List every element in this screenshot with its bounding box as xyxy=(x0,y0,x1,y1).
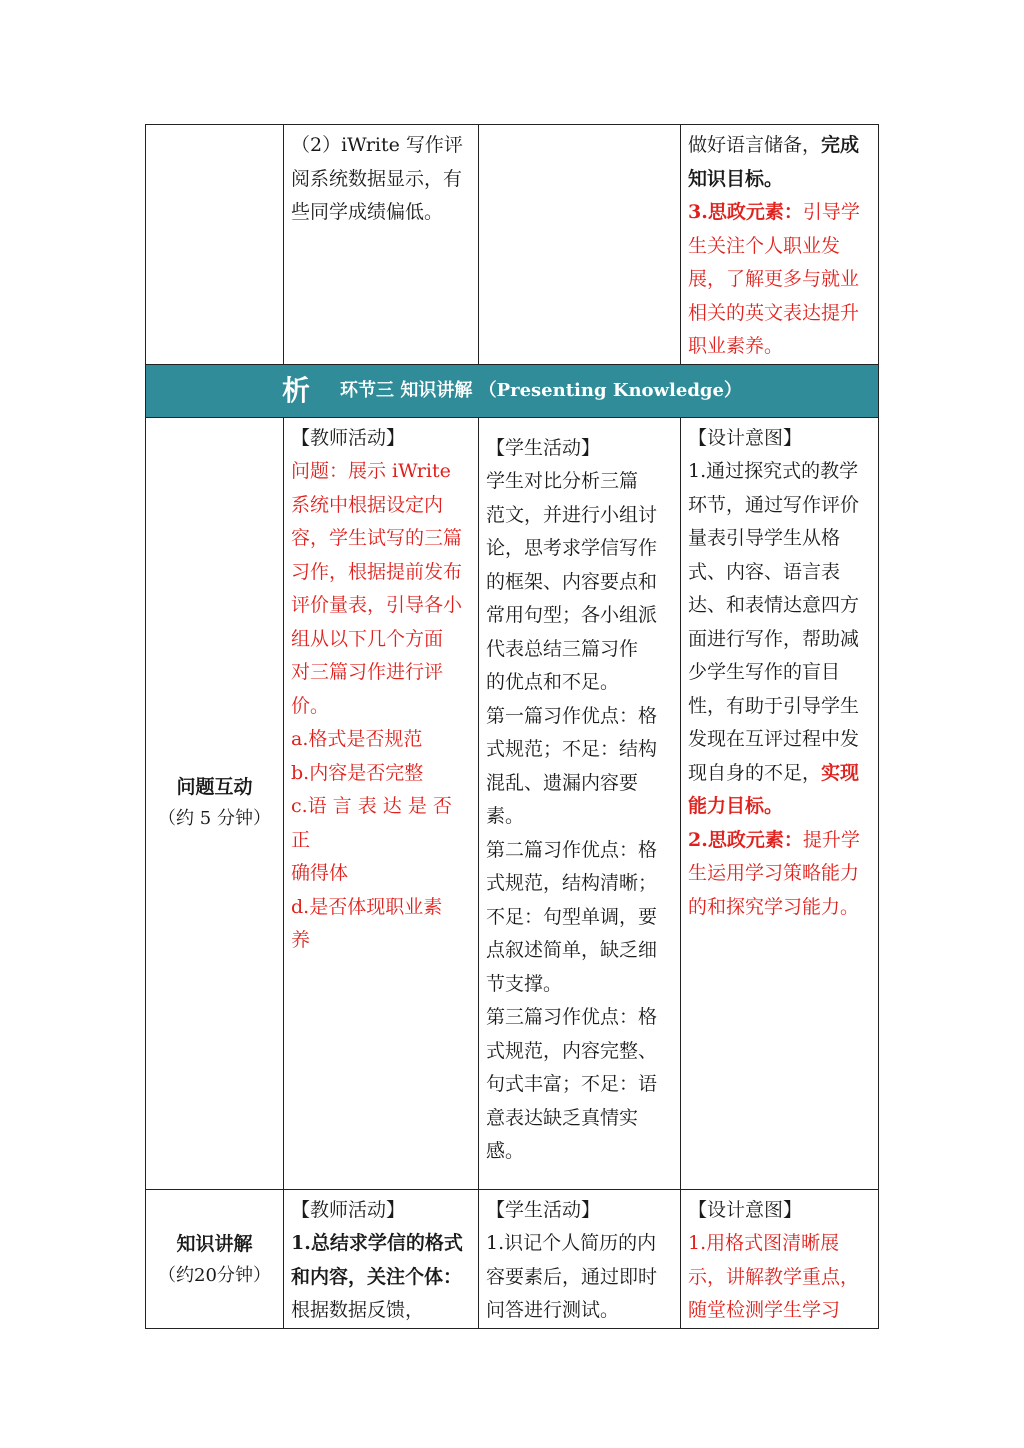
design-intent-cell xyxy=(681,417,879,1189)
student-line: 句式丰富；不足：语 xyxy=(486,1073,658,1095)
teacher-line: a.格式是否规范 xyxy=(291,728,423,750)
student-header: 【学生活动】 xyxy=(486,1198,601,1221)
teacher-line: b.内容是否完整 xyxy=(291,761,424,784)
knowledge-goal: 完成知识目标。 xyxy=(688,134,860,190)
student-line: 式规范，内容完整、 xyxy=(486,1039,658,1062)
ideology-label-2: 2.思政元素： xyxy=(688,828,803,851)
table-row-knowledge xyxy=(146,1189,879,1328)
student-line: 节支撑。 xyxy=(486,972,563,995)
student-line: 意表达缺乏真情实 xyxy=(486,1106,639,1129)
teacher-activity-cell xyxy=(284,1189,479,1328)
student-line: 第三篇习作优点：格 xyxy=(486,1006,658,1028)
stage-label-cell xyxy=(146,1189,284,1328)
student-line: 学生对比分析三篇 xyxy=(486,470,639,492)
design-text-a: 做好语言储备， xyxy=(688,134,822,156)
student-line: 感。 xyxy=(486,1140,525,1162)
teacher-line: c.语 言 表 达 是 否 正 xyxy=(291,795,452,851)
ideology-text-2: 提升学生运用学习策略能力的和探究学习能力。 xyxy=(688,828,860,918)
teacher-line: 问题：展示 iWrite xyxy=(291,460,451,482)
student-line: 代表总结三篇习作 xyxy=(486,637,639,660)
teacher-cell-continued xyxy=(284,125,479,365)
teacher-line: 系统中根据设定内 xyxy=(291,493,444,516)
empty-label-cell xyxy=(146,125,284,365)
empty-student-cell xyxy=(479,125,681,365)
student-header: 【学生活动】 xyxy=(486,436,601,459)
student-line: 的优点和不足。 xyxy=(486,671,620,693)
teacher-activity-cell xyxy=(284,417,479,1189)
teacher-line: 组从以下几个方面 xyxy=(291,627,444,650)
teacher-line: 对三篇习作进行评 xyxy=(291,661,444,683)
design-header: 【设计意图】 xyxy=(688,1198,803,1221)
student-line: 式规范，结构清晰； xyxy=(486,872,658,894)
design-text: 1.用格式图清晰展示，讲解教学重点，随堂检测学生学习 xyxy=(688,1232,860,1321)
teacher-line: 养 xyxy=(291,929,311,951)
ideology-label: 3.思政元素： xyxy=(688,201,803,223)
teacher-note: （2）iWrite 写作评阅系统数据显示，有些同学成绩偏低。 xyxy=(291,134,463,223)
student-line: 论，思考求学信写作 xyxy=(486,537,658,559)
student-line: 混乱、遗漏内容要 xyxy=(486,771,639,794)
student-line: 的框架、内容要点和 xyxy=(486,570,658,593)
design-header: 【设计意图】 xyxy=(688,426,803,449)
teacher-line: d.是否体现职业素 xyxy=(291,895,443,918)
student-line: 范文，并进行小组讨 xyxy=(486,503,658,526)
table-row-continuation xyxy=(146,125,879,365)
student-line: 第二篇习作优点：格 xyxy=(486,838,658,861)
ability-goal: 实现能力目标。 xyxy=(688,761,860,817)
student-line: 素。 xyxy=(486,805,525,827)
stage-time: （约 5 分钟） xyxy=(158,808,271,829)
teacher-header: 【教师活动】 xyxy=(291,1198,406,1221)
design-cell-continued xyxy=(681,125,879,365)
stage-time: （约20分钟） xyxy=(158,1264,271,1286)
stage-label: 问题互动 xyxy=(176,776,253,798)
student-text: 1.识记个人简历的内容要素后，通过即时问答进行测试。 xyxy=(486,1232,658,1321)
design-text: 1.通过探究式的教学环节，通过写作评价量表引导学生从格式、内容、语言表达、和表情达意四方面进行写作，帮助减少学生写作的盲目性，有助于引导学生发现在互评过程中发现自身的不足， xyxy=(688,460,860,784)
teacher-line: 价。 xyxy=(291,694,330,717)
teacher-text: 根据数据反馈， xyxy=(291,1299,425,1321)
table-row-interaction xyxy=(146,417,879,1189)
teacher-line: 容，学生试写的三篇 xyxy=(291,527,463,549)
teacher-line: 评价量表，引导各小 xyxy=(291,594,463,616)
student-line: 常用句型；各小组派 xyxy=(486,604,658,626)
student-line: 不足：句型单调，要 xyxy=(486,905,658,928)
lesson-plan-table xyxy=(145,124,879,1329)
ideology-text: 引导学生关注个人职业发展，了解更多与就业相关的英文表达提升职业素养。 xyxy=(688,201,860,357)
teacher-bold-text: 1.总结求学信的格式和内容，关注个体： xyxy=(291,1232,463,1288)
teacher-header: 【教师活动】 xyxy=(291,426,406,449)
student-line: 点叙述简单，缺乏细 xyxy=(486,939,658,961)
stage-label: 知识讲解 xyxy=(176,1232,253,1255)
banner-char: 析 xyxy=(282,373,311,407)
student-line: 式规范；不足：结构 xyxy=(486,738,658,760)
teacher-line: 习作，根据提前发布 xyxy=(291,560,463,583)
student-activity-cell xyxy=(479,417,681,1189)
student-activity-cell xyxy=(479,1189,681,1328)
student-line: 第一篇习作优点：格 xyxy=(486,704,658,727)
design-intent-cell xyxy=(681,1189,879,1328)
stage-label-cell xyxy=(146,417,284,1189)
banner-title: 环节三 知识讲解 （Presenting Knowledge） xyxy=(340,379,742,401)
teacher-line: 确得体 xyxy=(291,862,349,884)
section-banner xyxy=(146,364,879,417)
